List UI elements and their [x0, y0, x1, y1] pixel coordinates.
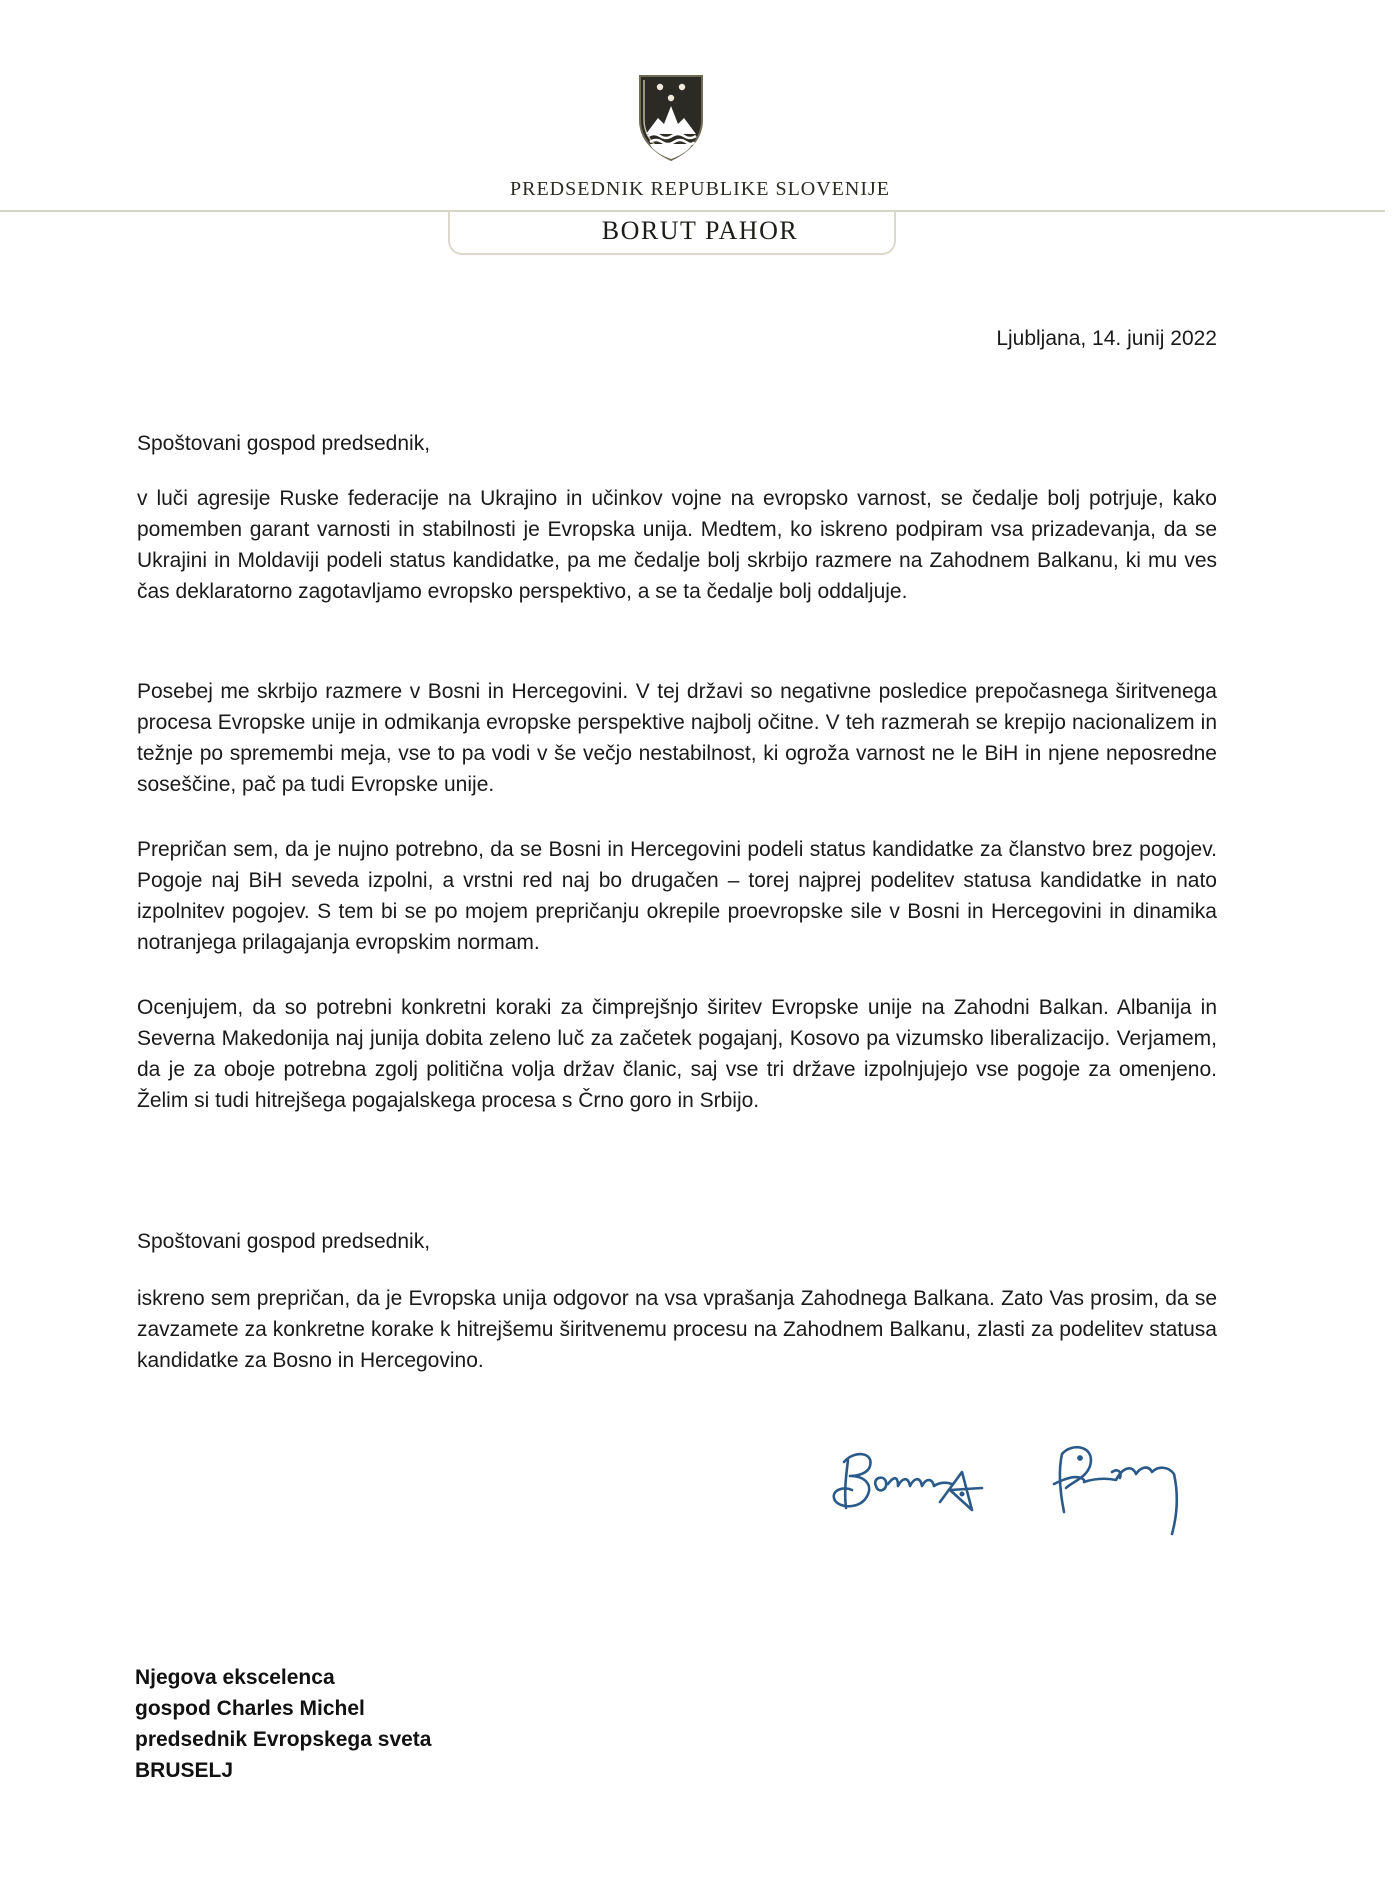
recipient-address	[135, 1662, 431, 1786]
sender-name: BORUT PAHOR	[601, 216, 799, 245]
office-title: PREDSEDNIK REPUBLIKE SLOVENIJE	[510, 178, 890, 200]
recipient-line: predsednik Evropskega sveta	[135, 1728, 432, 1751]
paragraph-3: Prepričan sem, da je nujno potrebno, da se Bosni in Hercegovini podeli status kandidatke za članstvo brez pogojev. Pogoje naj BiH seveda izpolni, a vrstni red naj bo drugačen – torej najprej podelitev statusa kandidatke in nato izpolnitev pogojev. S tem bi se po mojem prepričanju okrepile proevropske sile v Bosni in Hercegovini in dinamika notranjega prilagajanja evropskim normam.	[137, 838, 1217, 954]
opening-salutation: Spoštovani gospod predsednik,	[137, 432, 431, 455]
handwritten-signature-icon	[822, 1432, 1222, 1542]
recipient-line: BRUSELJ	[135, 1759, 234, 1782]
paragraph-2: Posebej me skrbijo razmere v Bosni in Hercegovini. V tej državi so negativne posledice prepočasnega širitvenega procesa Evropske unije in odmikanja evropske perspektive najbolj očitne. V teh razmerah se krepijo nacionalizem in težnje po spremembi meja, vse to pa vodi v še večjo nestabilnost, ki ogroža varnost ne le BiH in njene neposredne soseščine, pač pa tudi Evropske unije.	[137, 680, 1217, 796]
paragraph-1: v luči agresije Ruske federacije na Ukrajino in učinkov vojne na evropsko varnost, se čedalje bolj potrjuje, kako pomemben garant varnosti in stabilnosti je Evropska unija. Medtem, ko iskreno podpiram vsa prizadevanja, da se Ukrajini in Moldaviji podeli status kandidatke, pa me čedalje bolj skrbijo razmere na Zahodnem Balkanu, ki mu ves čas deklaratorno zagotavljamo evropsko perspektivo, a se ta čedalje bolj oddaljuje.	[137, 487, 1217, 603]
date-line: Ljubljana, 14. junij 2022	[996, 327, 1217, 350]
closing-paragraph: iskreno sem prepričan, da je Evropska unija odgovor na vsa vprašanja Zahodnega Balkana. Zato Vas prosim, da se zavzamete za konkretne korake k hitrejšemu širitvenemu procesu na Zahodnem Balkanu, zlasti za podelitev statusa kandidatke za Bosno in Hercegovino.	[137, 1287, 1217, 1372]
recipient-line: Njegova ekscelenca	[135, 1666, 335, 1689]
closing-salutation: Spoštovani gospod predsednik,	[137, 1230, 431, 1253]
paragraph-4: Ocenjujem, da so potrebni konkretni koraki za čimprejšnjo širitev Evropske unije na Zahodni Balkan. Albanija in Severna Makedonija naj junija dobita zeleno luč za začetek pogajanj, Kosovo pa vizumsko liberalizacijo. Verjamem, da je za oboje potrebna zgolj politična volja držav članic, saj vse tri države izpolnjujejo vse pogoje za omenjeno. Želim si tudi hitrejšega pogajalskega procesa s Črno goro in Srbijo.	[137, 996, 1217, 1112]
recipient-line: gospod Charles Michel	[135, 1697, 365, 1720]
slovenia-coat-of-arms-icon	[636, 72, 706, 162]
